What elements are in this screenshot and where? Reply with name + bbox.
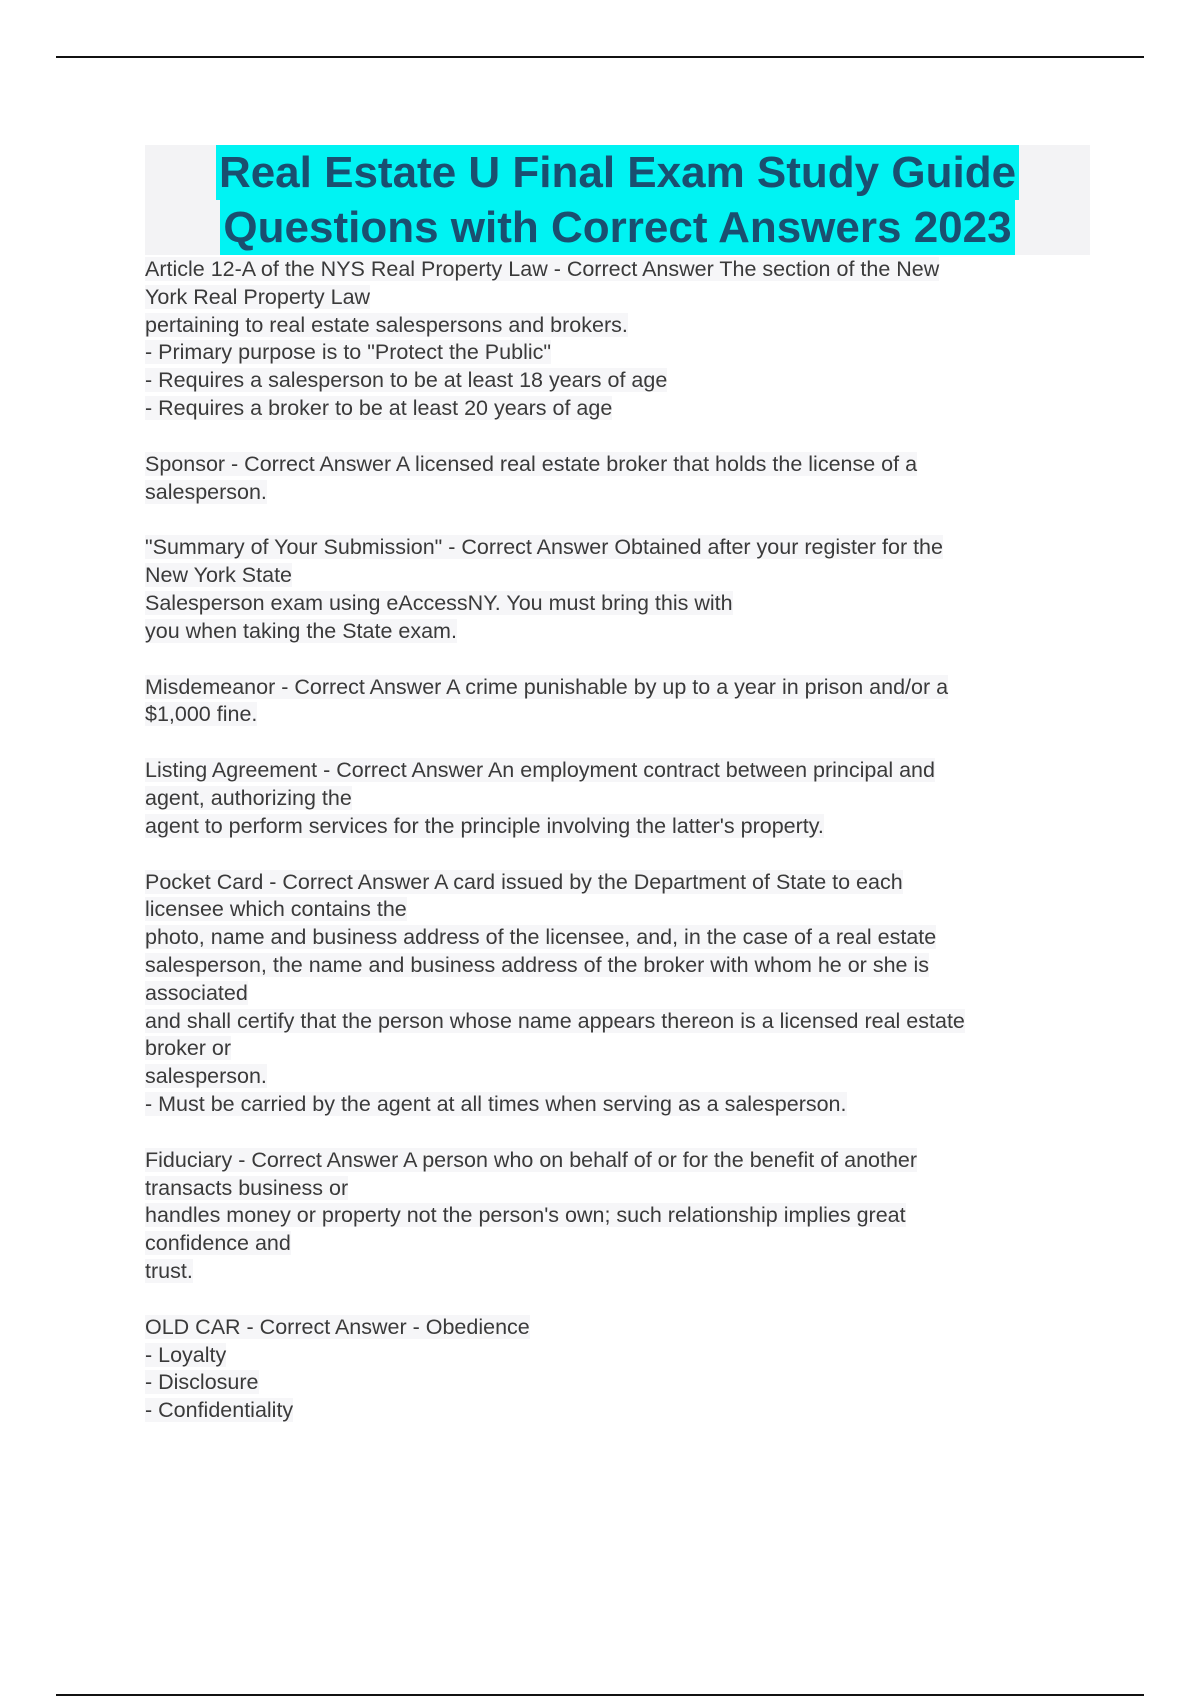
qa-entry-text: Salesperson exam using eAccessNY. You must bring this with xyxy=(145,590,733,615)
qa-entry-text: - Must be carried by the agent at all times when serving as a salesperson. xyxy=(145,1091,847,1116)
qa-entry-line xyxy=(145,701,1070,729)
qa-entry-text: "Summary of Your Submission" - Correct Answer Obtained after your register for the xyxy=(145,535,943,560)
qa-entry-text: - Loyalty xyxy=(145,1342,227,1367)
qa-entry-text: and shall certify that the person whose name appears thereon is a licensed real estate xyxy=(145,1008,965,1033)
qa-entry-line xyxy=(145,284,1070,312)
qa-entry-line xyxy=(145,1314,1070,1342)
qa-entry-text: salesperson. xyxy=(145,1064,267,1089)
qa-entry-line xyxy=(145,1230,1070,1258)
qa-entry-line xyxy=(145,1342,1070,1370)
qa-entry xyxy=(145,757,1070,840)
qa-entry-line xyxy=(145,1369,1070,1397)
qa-entry-text: you when taking the State exam. xyxy=(145,618,457,643)
qa-entry-line xyxy=(145,256,1070,284)
qa-entry-text: pertaining to real estate salespersons and brokers. xyxy=(145,312,628,337)
qa-entry xyxy=(145,869,1070,1119)
qa-entry-text: agent, authorizing the xyxy=(145,785,352,810)
qa-entry-text: York Real Property Law xyxy=(145,284,371,309)
qa-entry-text: associated xyxy=(145,980,248,1005)
qa-list xyxy=(145,256,1070,1453)
document-title xyxy=(145,145,1090,255)
qa-entry-line xyxy=(145,1397,1070,1425)
qa-entry-line xyxy=(145,1035,1070,1063)
qa-entry-line xyxy=(145,674,1070,702)
qa-entry-line xyxy=(145,1175,1070,1203)
qa-entry xyxy=(145,451,1070,507)
qa-entry-line xyxy=(145,896,1070,924)
top-divider xyxy=(56,56,1144,58)
qa-entry-line xyxy=(145,1147,1070,1175)
qa-entry-text: - Confidentiality xyxy=(145,1398,294,1423)
qa-entry-text: broker or xyxy=(145,1036,232,1061)
qa-entry-text: - Requires a broker to be at least 20 years of age xyxy=(145,395,613,420)
qa-entry-text: - Disclosure xyxy=(145,1370,259,1395)
qa-entry-text: Sponsor - Correct Answer A licensed real estate broker that holds the license of a xyxy=(145,451,918,476)
qa-entry xyxy=(145,256,1070,423)
qa-entry-text: Article 12-A of the NYS Real Property Law - Correct Answer The section of the New xyxy=(145,257,940,281)
qa-entry-text: trust. xyxy=(145,1258,193,1283)
bottom-divider xyxy=(56,1694,1144,1696)
qa-entry-line xyxy=(145,869,1070,897)
qa-entry-line xyxy=(145,618,1070,646)
qa-entry-text: Fiduciary - Correct Answer A person who on behalf of or for the benefit of another xyxy=(145,1147,918,1172)
qa-entry-line xyxy=(145,312,1070,340)
qa-entry-line xyxy=(145,534,1070,562)
qa-entry xyxy=(145,1147,1070,1286)
qa-entry-text: agent to perform services for the principle involving the latter's property. xyxy=(145,813,824,838)
qa-entry-text: Listing Agreement - Correct Answer An employment contract between principal and xyxy=(145,758,935,783)
qa-entry-line xyxy=(145,952,1070,980)
qa-entry-line xyxy=(145,813,1070,841)
qa-entry-line xyxy=(145,395,1070,423)
qa-entry-line xyxy=(145,980,1070,1008)
qa-entry-line xyxy=(145,479,1070,507)
qa-entry-text: confidence and xyxy=(145,1231,291,1256)
qa-entry-line xyxy=(145,1063,1070,1091)
qa-entry-line xyxy=(145,339,1070,367)
qa-entry-text: Misdemeanor - Correct Answer A crime punishable by up to a year in prison and/or a xyxy=(145,674,949,699)
title-line-1: Real Estate U Final Exam Study Guide xyxy=(216,145,1019,200)
qa-entry-text: $1,000 fine. xyxy=(145,702,258,727)
qa-entry-text: transacts business or xyxy=(145,1175,349,1200)
qa-entry-line xyxy=(145,757,1070,785)
qa-entry-text: licensee which contains the xyxy=(145,897,407,922)
qa-entry xyxy=(145,534,1070,645)
qa-entry-text: Pocket Card - Correct Answer A card issued by the Department of State to each xyxy=(145,869,903,894)
qa-entry-text: - Primary purpose is to "Protect the Public" xyxy=(145,340,552,365)
qa-entry-line xyxy=(145,1258,1070,1286)
qa-entry-line xyxy=(145,562,1070,590)
title-line-2: Questions with Correct Answers 2023 xyxy=(220,200,1014,255)
qa-entry-text: handles money or property not the person's own; such relationship implies great xyxy=(145,1203,906,1228)
qa-entry-line xyxy=(145,924,1070,952)
qa-entry xyxy=(145,1314,1070,1425)
qa-entry-line xyxy=(145,1008,1070,1036)
qa-entry-text: photo, name and business address of the licensee, and, in the case of a real estate xyxy=(145,925,937,950)
qa-entry-line xyxy=(145,367,1070,395)
qa-entry-line xyxy=(145,785,1070,813)
qa-entry-line xyxy=(145,1202,1070,1230)
qa-entry xyxy=(145,674,1070,730)
qa-entry-text: salesperson, the name and business address of the broker with whom he or she is xyxy=(145,952,929,977)
qa-entry-text: salesperson. xyxy=(145,479,267,504)
qa-entry-text: OLD CAR - Correct Answer - Obedience xyxy=(145,1314,530,1339)
qa-entry-text: New York State xyxy=(145,563,293,588)
qa-entry-line xyxy=(145,590,1070,618)
qa-entry-line xyxy=(145,1091,1070,1119)
qa-entry-text: - Requires a salesperson to be at least 18 years of age xyxy=(145,368,668,393)
qa-entry-line xyxy=(145,451,1070,479)
